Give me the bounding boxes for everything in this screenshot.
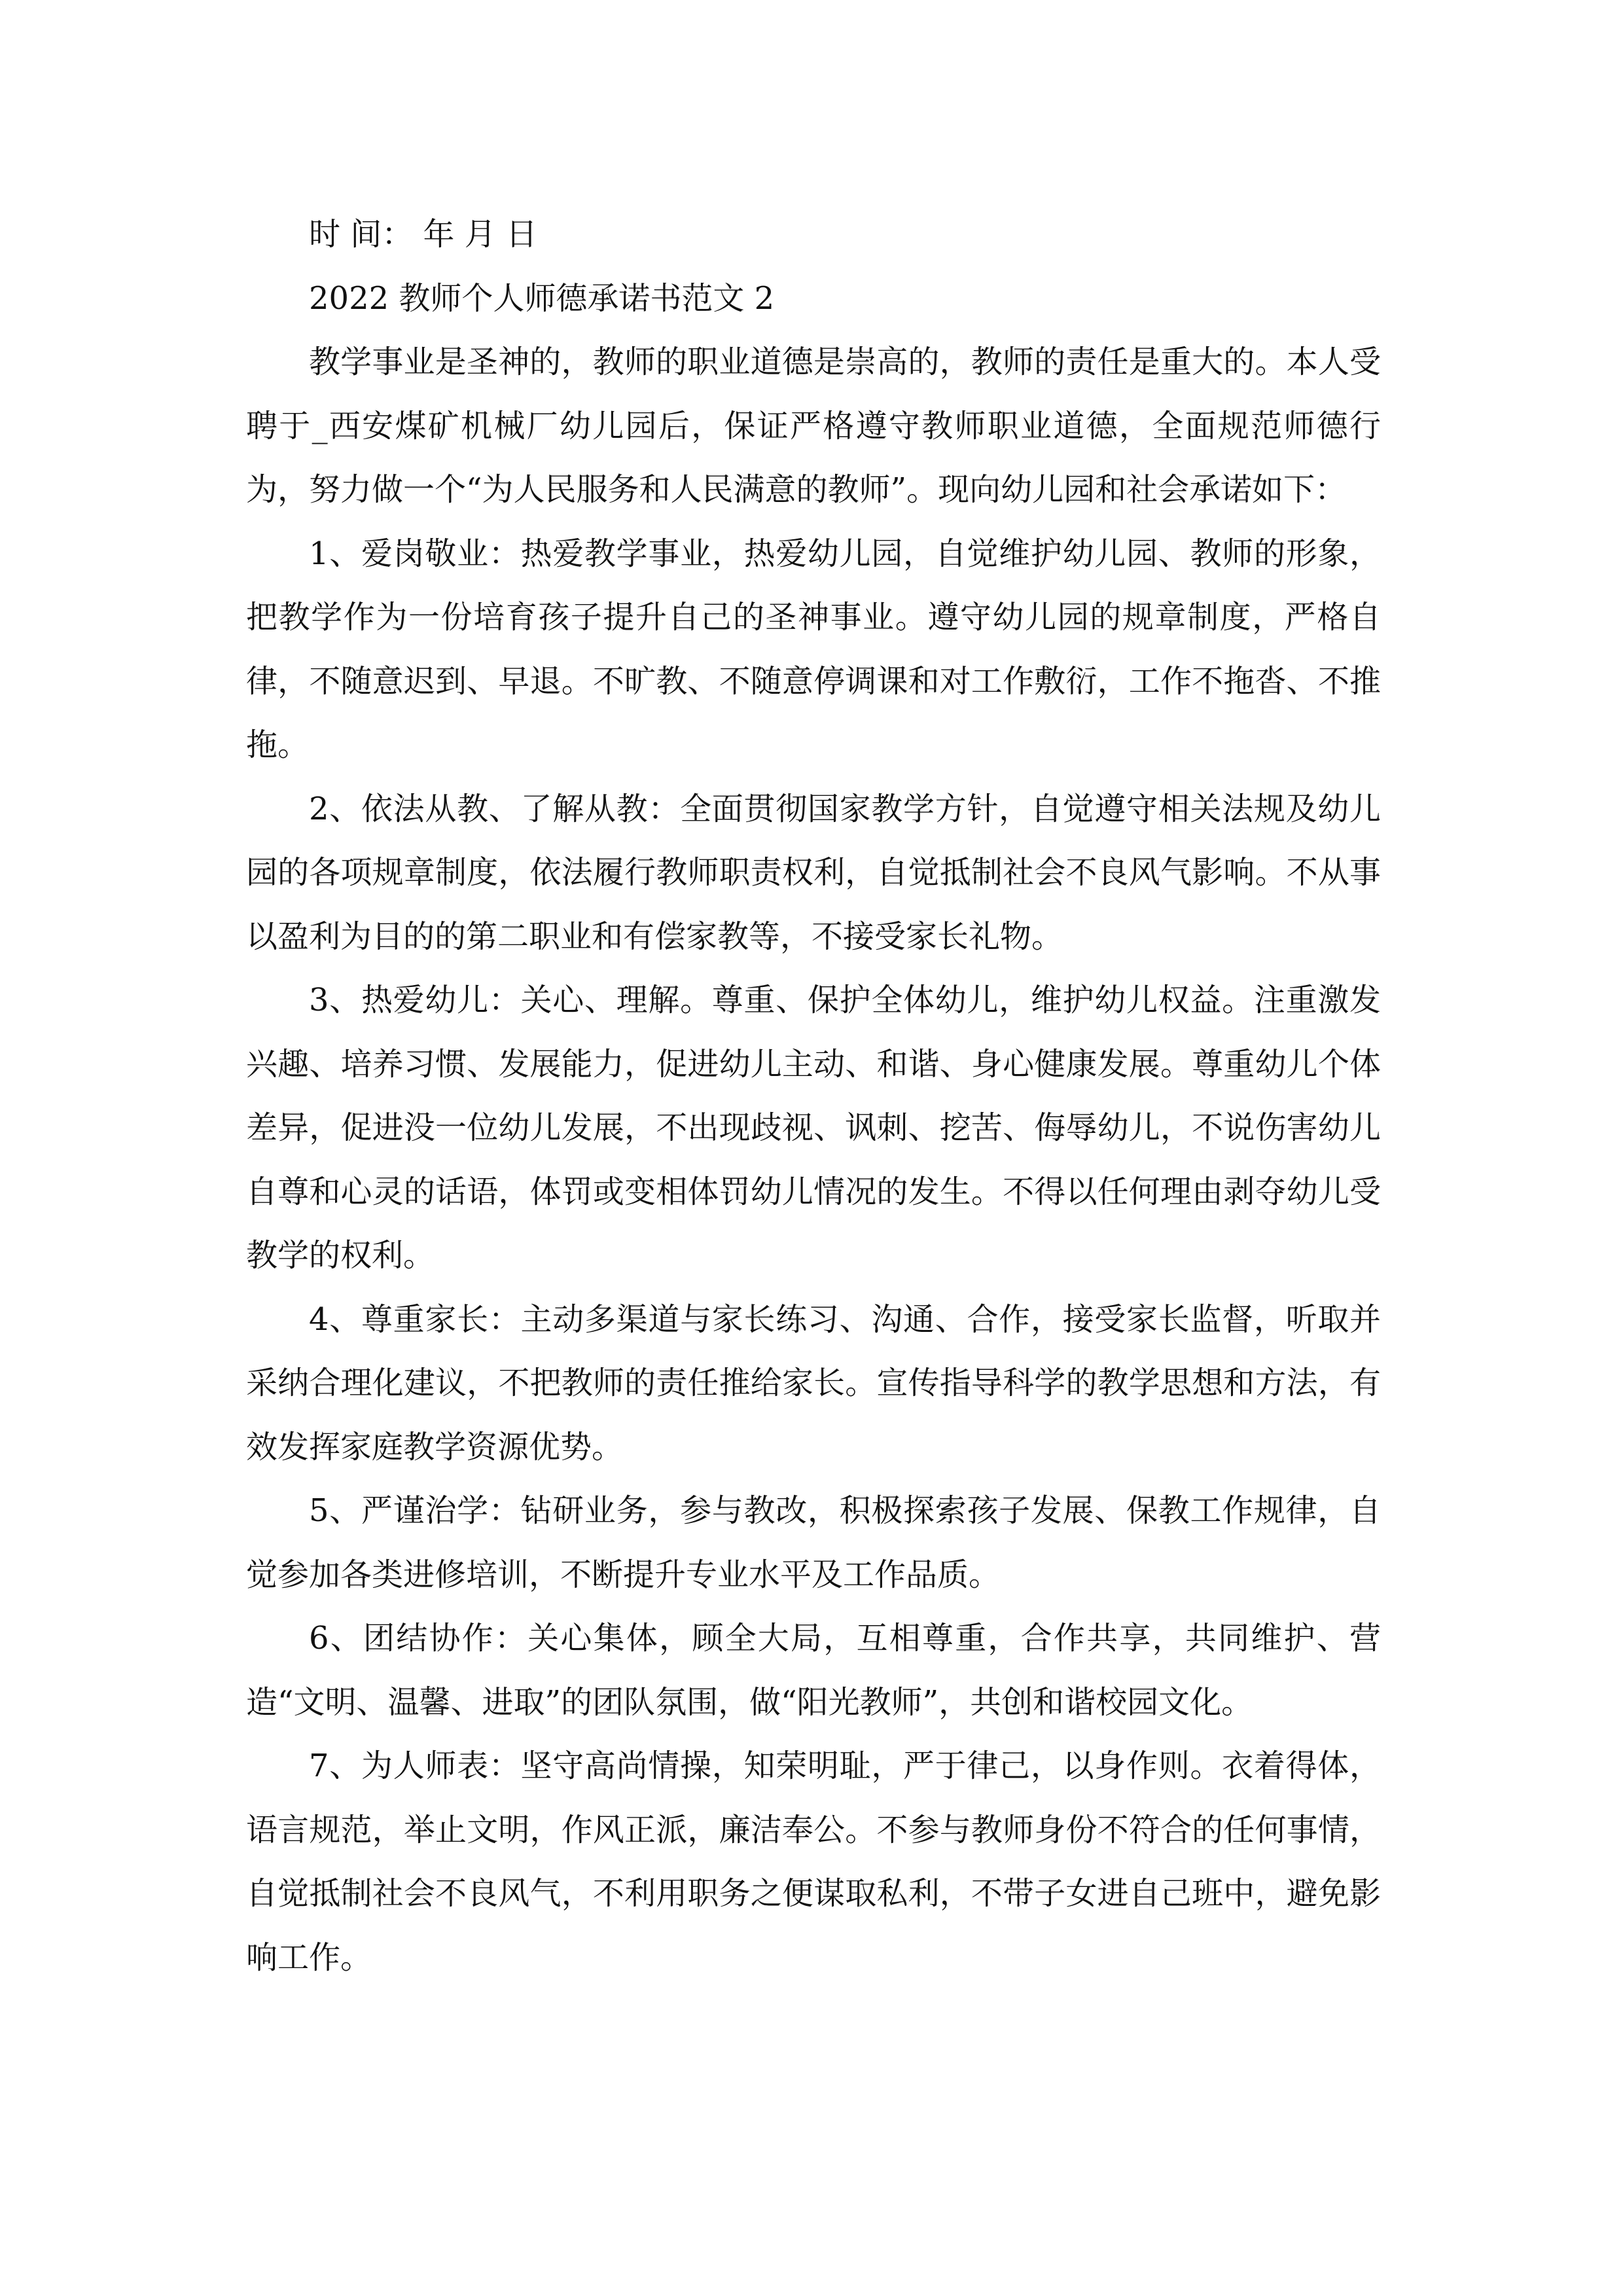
- paragraph-item-6: 6、团结协作：关心集体，顾全大局，互相尊重，合作共享，共同维护、营造“文明、温馨、进取”的团队氛围，做“阳光教师”，共创和谐校园文化。: [246, 1620, 1381, 1721]
- paragraph-item-4: 4、尊重家长：主动多渠道与家长练习、沟通、合作，接受家长监督，听取并采纳合理化建议，不把教师的责任推给家长。宣传指导科学的教学思想和方法，有效发挥家庭教学资源优势。: [246, 1300, 1381, 1465]
- paragraph-item-7: 7、为人师表：坚守高尚情操，知荣明耻，严于律己，以身作则。衣着得体，语言规范，举止文明，作风正派，廉洁奉公。不参与教师身份不符合的任何事情，自觉抵制社会不良风气，不利用职务之便谋取私利，不带子女进自己班中，避免影响工作。: [246, 1748, 1381, 1976]
- paragraph-item-2: 2、依法从教、了解从教：全面贯彻国家教学方针，自觉遵守相关法规及幼儿园的各项规章制度，依法履行教师职责权利，自觉抵制社会不良风气影响。不从事以盈利为目的的第二职业和有偿家教等，不接受家长礼物。: [246, 790, 1381, 955]
- paragraph-intro: 教学事业是圣神的，教师的职业道德是崇高的，教师的责任是重大的。本人受聘于_西安煤矿机械厂幼儿园后，保证严格遵守教师职业道德，全面规范师德行为，努力做一个“为人民服务和人民满意的教师”。现向幼儿园和社会承诺如下：: [246, 344, 1381, 508]
- paragraph-item-1: 1、爱岗敬业：热爱教学事业，热爱幼儿园，自觉维护幼儿园、教师的形象，把教学作为一份培育孩子提升自己的圣神事业。遵守幼儿园的规章制度，严格自律，不随意迟到、早退。不旷教、不随意停调课和对工作敷衍，工作不拖沓、不推拖。: [246, 535, 1381, 763]
- time-line: 时 间： 年 月 日: [309, 216, 538, 253]
- paragraph-item-5: 5、严谨治学：钻研业务，参与教改，积极探索孩子发展、保教工作规律，自觉参加各类进修培训，不断提升专业水平及工作品质。: [246, 1492, 1381, 1593]
- document-heading: 2022 教师个人师德承诺书范文 2: [309, 279, 775, 317]
- document-body: [246, 203, 1381, 1990]
- paragraph-item-3: 3、热爱幼儿：关心、理解。尊重、保护全体幼儿，维护幼儿权益。注重激发兴趣、培养习惯、发展能力，促进幼儿主动、和谐、身心健康发展。尊重幼儿个体差异，促进没一位幼儿发展，不出现歧视、讽刺、挖苦、侮辱幼儿，不说伤害幼儿自尊和心灵的话语，体罚或变相体罚幼儿情况的发生。不得以任何理由剥夺幼儿受教学的权利。: [246, 982, 1381, 1274]
